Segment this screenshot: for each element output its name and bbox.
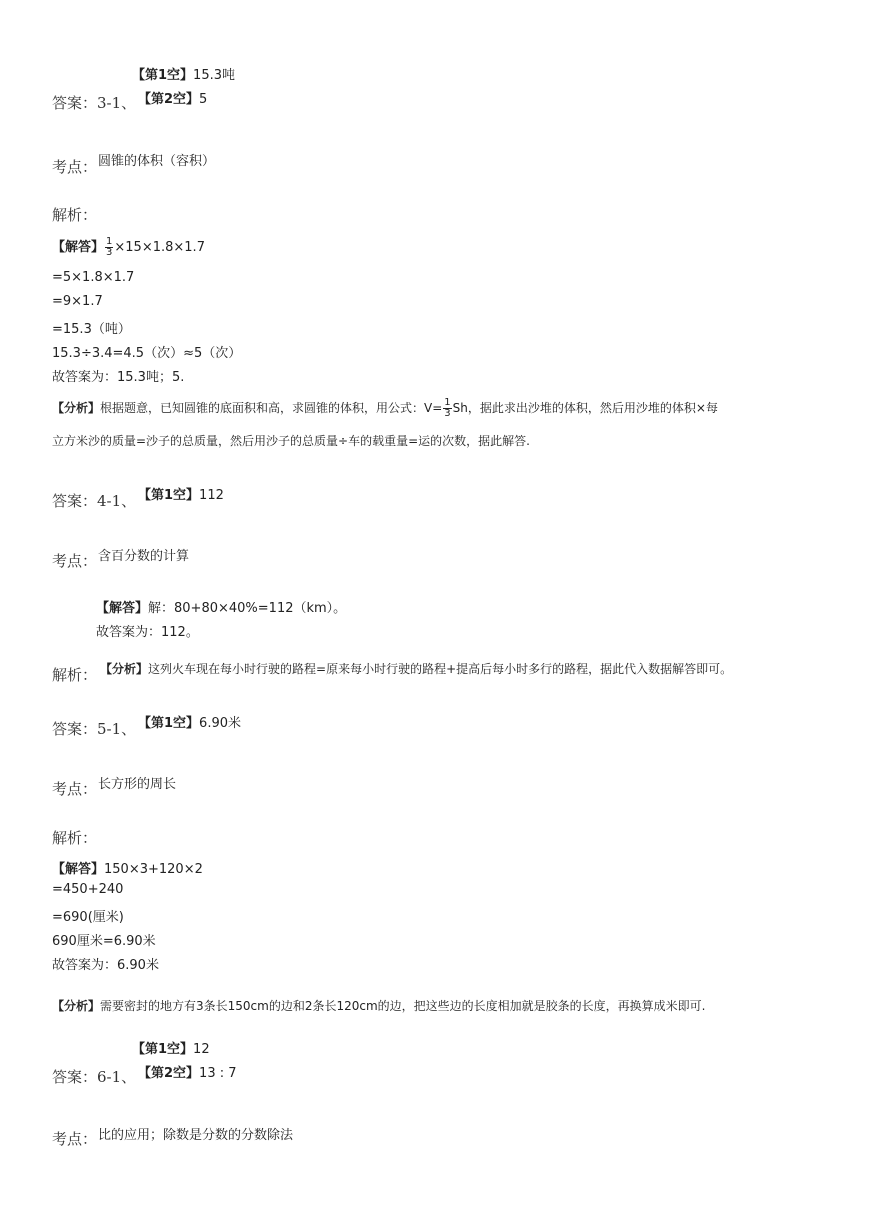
q3-fenxi-line2: 立方米沙的质量=沙子的总质量，然后用沙子的总质量÷车的载重量=运的次数，据此解答. <box>52 434 530 448</box>
q5-step: 690厘米=6.90米 <box>52 934 156 949</box>
fraction <box>105 237 113 258</box>
q4-jiexi-label: 解析： <box>52 666 98 684</box>
fraction <box>443 398 451 419</box>
blank-value: 15.3吨 <box>193 68 235 83</box>
fenxi-label: 【分析】 <box>52 999 101 1013</box>
q3-blank2 <box>138 88 207 107</box>
blank-value: 112 <box>199 488 224 503</box>
blank-label: 【第1空】 <box>132 1042 194 1057</box>
q3-step: =15.3（吨） <box>52 322 131 337</box>
blank-label: 【第1空】 <box>132 68 194 83</box>
jieda-label: 【解答】 <box>52 240 105 255</box>
q6-blank1 <box>132 1038 210 1057</box>
q4-fenxi <box>100 660 732 677</box>
blank-value: 12 <box>193 1042 210 1057</box>
fenxi-text: 根据题意，已知圆锥的底面积和高，求圆锥的体积，用公式：V= <box>100 401 443 415</box>
fenxi-text: Sh，据此求出沙堆的体积，然后用沙堆的体积×每 <box>452 401 718 415</box>
fraction-denominator: 3 <box>106 247 113 258</box>
jieda-label: 【解答】 <box>96 601 149 616</box>
q6-blank2 <box>138 1062 237 1081</box>
q3-step: 15.3÷3.4=4.5（次）≈5（次） <box>52 346 242 361</box>
q3-jiexi-label: 解析： <box>52 206 98 224</box>
fraction-denominator: 3 <box>444 408 451 419</box>
fenxi-label: 【分析】 <box>52 401 101 415</box>
q4-kaodian-label: 考点： <box>52 552 98 570</box>
q5-step: 故答案为：6.90米 <box>52 958 159 973</box>
jieda-expression: ×15×1.8×1.7 <box>114 240 205 255</box>
q5-step: =450+240 <box>52 882 124 897</box>
q3-step: =9×1.7 <box>52 294 103 309</box>
jieda-expression: 150×3+120×2 <box>104 862 203 877</box>
q5-fenxi <box>52 997 706 1014</box>
q5-step: =690(厘米) <box>52 910 124 925</box>
q3-answer-prefix: 答案：3-1、 <box>52 94 137 112</box>
fenxi-label: 【分析】 <box>100 662 149 676</box>
fenxi-text: 这列火车现在每小时行驶的路程=原来每小时行驶的路程+提高后每小时多行的路程，据此代入数据解答即可。 <box>148 662 733 676</box>
q4-answer-prefix: 答案：4-1、 <box>52 492 137 510</box>
blank-label: 【第1空】 <box>138 488 200 503</box>
q5-kaodian-text: 长方形的周长 <box>98 777 177 792</box>
blank-value: 5 <box>199 92 208 107</box>
q3-kaodian-label: 考点： <box>52 158 98 176</box>
q4-blank1 <box>138 484 224 503</box>
q4-jieda-line <box>96 597 346 616</box>
q3-blank1 <box>132 64 235 83</box>
q5-blank1 <box>138 712 241 731</box>
q3-step: 故答案为：15.3吨；5. <box>52 370 185 385</box>
blank-label: 【第1空】 <box>138 716 200 731</box>
blank-value: 6.90米 <box>199 716 241 731</box>
blank-value: 13 : 7 <box>199 1066 237 1081</box>
q5-kaodian-label: 考点： <box>52 780 98 798</box>
jieda-label: 【解答】 <box>52 862 105 877</box>
q5-jiexi-label: 解析： <box>52 829 98 847</box>
q3-jieda-line <box>52 236 205 258</box>
blank-label: 【第2空】 <box>138 92 200 107</box>
fraction-numerator: 1 <box>444 397 451 408</box>
q3-kaodian-text: 圆锥的体积（容积） <box>98 154 216 169</box>
fenxi-text: 需要密封的地方有3条长150cm的边和2条长120cm的边，把这些边的长度相加就是胶条的长度，再换算成米即可. <box>100 999 706 1013</box>
q4-jieda-line2: 故答案为：112。 <box>96 625 199 640</box>
q3-step: =5×1.8×1.7 <box>52 270 135 285</box>
q3-fenxi-line1 <box>52 398 718 419</box>
q6-kaodian-text: 比的应用；除数是分数的分数除法 <box>98 1128 294 1143</box>
q5-answer-prefix: 答案：5-1、 <box>52 720 137 738</box>
q4-kaodian-text: 含百分数的计算 <box>98 549 190 564</box>
fraction-numerator: 1 <box>106 236 113 247</box>
jieda-text: 解：80+80×40%=112（km）。 <box>148 601 347 616</box>
q6-kaodian-label: 考点： <box>52 1130 98 1148</box>
q5-jieda-line <box>52 858 203 877</box>
q6-answer-prefix: 答案：6-1、 <box>52 1068 137 1086</box>
blank-label: 【第2空】 <box>138 1066 200 1081</box>
